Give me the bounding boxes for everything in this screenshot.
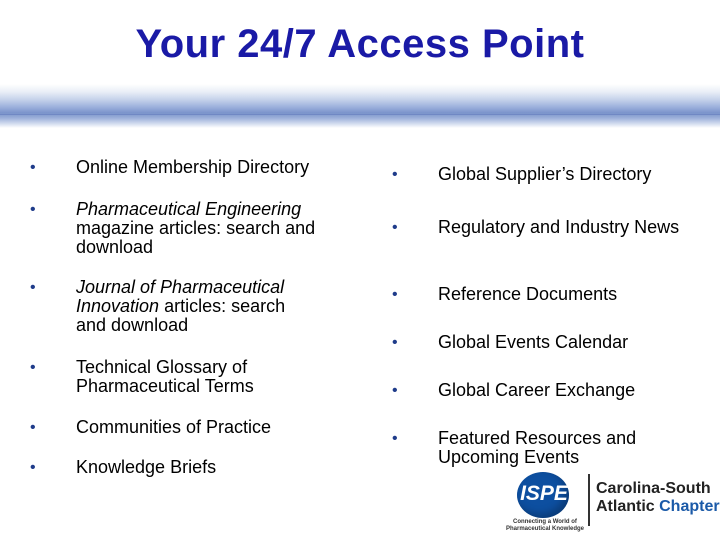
ispe-chapter-logo — [496, 470, 720, 536]
list-item — [392, 165, 682, 184]
list-item — [30, 200, 320, 257]
list-item-text: Pharmaceutical Engineering magazine articles: search and download — [76, 199, 316, 257]
journal-title: Journal of Pharmaceutical Innovation — [76, 277, 285, 316]
list-item — [30, 358, 320, 396]
bullet-icon: • — [30, 201, 36, 218]
list-item — [392, 381, 682, 400]
bullet-icon: • — [392, 430, 398, 447]
list-item-text: Online Membership Directory — [76, 157, 310, 177]
slide-title: Your 24/7 Access Point — [135, 22, 585, 66]
list-item-text: Communities of Practice — [76, 417, 272, 437]
list-item — [30, 158, 320, 177]
ispe-logo-text: ISPE — [520, 482, 568, 505]
list-item-text: Knowledge Briefs — [76, 457, 217, 477]
right-bullet-list — [392, 165, 692, 475]
list-item — [30, 458, 320, 477]
list-item — [392, 285, 682, 304]
bullet-icon: • — [30, 459, 36, 476]
list-item — [392, 333, 682, 352]
list-item-text: Journal of Pharmaceutical Innovation articles: search and download — [76, 277, 286, 335]
logo-divider — [588, 474, 590, 526]
chapter-name: Carolina-South Atlantic Chapter — [596, 480, 720, 515]
bullet-icon: • — [30, 159, 36, 176]
list-item-text: Global Career Exchange — [438, 380, 636, 400]
decorative-header-band — [0, 84, 720, 128]
list-item-text: Global Supplier’s Directory — [438, 164, 652, 184]
list-item — [30, 418, 320, 437]
bullet-icon: • — [30, 419, 36, 436]
bullet-icon: • — [392, 286, 398, 303]
list-item-text: Technical Glossary of Pharmaceutical Terms — [76, 357, 254, 396]
list-item — [30, 278, 320, 335]
list-item-text: Global Events Calendar — [438, 332, 629, 352]
band-line — [0, 114, 720, 115]
left-bullet-list — [30, 158, 330, 478]
ispe-tagline: Connecting a World of Pharmaceutical Knowledge — [505, 519, 585, 532]
list-item-text: Regulatory and Industry News — [438, 217, 680, 237]
bullet-icon: • — [392, 219, 398, 236]
bullet-icon: • — [392, 166, 398, 183]
magazine-title: Pharmaceutical Engineering — [76, 199, 302, 219]
list-item-text: Reference Documents — [438, 284, 618, 304]
bullet-icon: • — [392, 382, 398, 399]
bullet-icon: • — [392, 334, 398, 351]
list-item — [392, 218, 682, 237]
list-item — [392, 429, 682, 467]
bullet-icon: • — [30, 359, 36, 376]
list-item-text: Featured Resources and Upcoming Events — [438, 428, 637, 467]
bullet-icon: • — [30, 279, 36, 296]
